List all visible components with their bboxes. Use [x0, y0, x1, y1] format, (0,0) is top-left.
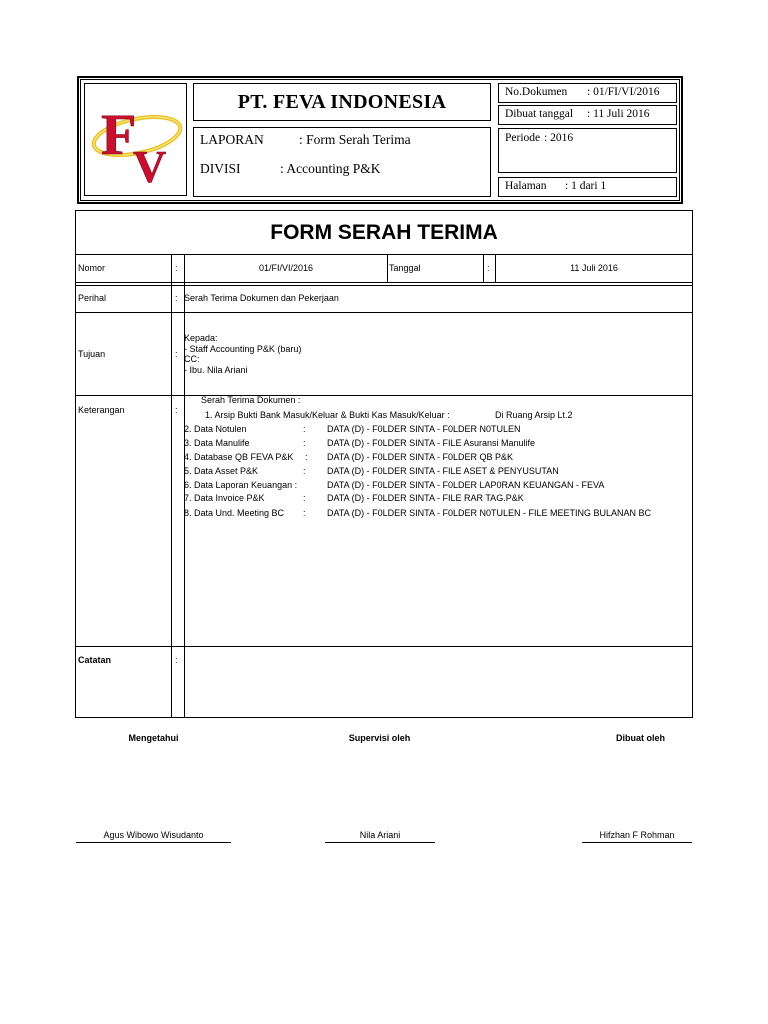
list-item-sep: : — [303, 438, 306, 448]
perihal-label: Perihal — [78, 293, 107, 303]
halaman-label: Halaman — [505, 180, 547, 192]
keterangan-label: Keterangan — [78, 405, 125, 415]
keterangan-heading: Serah Terima Dokumen : — [201, 395, 301, 405]
tujuan-label: Tujuan — [78, 349, 106, 359]
list-item-sep: : — [305, 452, 308, 462]
list-item-1-location: Di Ruang Arsip Lt.2 — [495, 410, 573, 420]
laporan-value: : Form Serah Terima — [299, 132, 411, 147]
nomor-value: 01/FI/VI/2016 — [258, 263, 314, 273]
nomor-colon: : — [175, 263, 178, 273]
catatan-label: Catatan — [78, 655, 112, 665]
list-item-sep: : — [303, 508, 306, 518]
list-item-name: 8. Data Und. Meeting BC — [184, 508, 285, 518]
list-item-name: 7. Data Invoice P&K — [184, 493, 265, 503]
tujuan-line: Kepada: — [184, 333, 218, 343]
halaman-value: : 1 dari 1 — [565, 180, 607, 192]
tujuan-line: - Staff Accounting P&K (baru) — [184, 343, 302, 354]
list-item-name: 2. Data Notulen — [184, 424, 247, 434]
no-dokumen-value: : 01/FI/VI/2016 — [587, 86, 660, 98]
list-item-name: 5. Data Asset P&K — [184, 466, 259, 476]
periode-value: : 2016 — [544, 132, 574, 144]
company-logo — [84, 83, 187, 196]
dibuat-oleh-heading: Dibuat oleh — [616, 733, 665, 743]
form-title: FORM SERAH TERIMA — [270, 221, 498, 244]
mengetahui-heading: Mengetahui — [128, 733, 179, 743]
form-table — [75, 210, 693, 718]
tujuan-recipients — [184, 333, 301, 375]
catatan-colon: : — [175, 655, 178, 665]
list-item-1: 1. Arsip Bukti Bank Masuk/Keluar & Bukti Kas Masuk/Keluar : — [205, 410, 450, 420]
list-item-value: DATA (D) - F0LDER SINTA - FILE Asuransi Manulife — [327, 438, 536, 448]
tanggal-colon-left-line — [483, 254, 484, 282]
tujuan-line: CC: — [184, 354, 200, 364]
divisi-label: DIVISI — [200, 161, 241, 176]
label-column-line — [171, 254, 172, 717]
list-item-sep: : — [303, 466, 306, 476]
row-divider-keterangan — [76, 646, 692, 647]
periode-label: Periode — [505, 132, 541, 144]
list-item-value: DATA (D) - F0LDER SINTA - F0LDER N0TULEN — [327, 424, 521, 434]
row-divider-perihal — [76, 312, 692, 313]
perihal-colon: : — [175, 293, 178, 303]
fv-logo-icon — [85, 84, 187, 196]
perihal-value: Serah Terima Dokumen dan Pekerjaan — [184, 293, 339, 303]
signer-name-1: Agus Wibowo Wisudanto — [103, 830, 204, 840]
signature-line-2 — [325, 842, 435, 843]
tujuan-line: - Ibu. Nila Ariani — [184, 364, 248, 375]
title-divider — [76, 254, 692, 255]
nomor-label: Nomor — [78, 263, 106, 273]
logo-letter-f: F — [101, 102, 137, 167]
list-item-value: DATA (D) - F0LDER SINTA - F0LDER QB P&K — [327, 452, 514, 462]
dibuat-tanggal-label: Dibuat tanggal — [505, 108, 574, 120]
list-item-value: DATA (D) - F0LDER SINTA - FILE RAR TAG.P&K — [327, 493, 524, 503]
logo-letter-v: V — [133, 141, 167, 192]
row-divider-perihal-top — [76, 285, 692, 286]
list-item-name: 4. Database QB FEVA P&K — [184, 452, 294, 462]
laporan-label: LAPORAN — [200, 132, 264, 147]
tanggal-left-line — [387, 254, 388, 282]
tanggal-value: 11 Juli 2016 — [570, 263, 618, 273]
tujuan-colon: : — [175, 349, 178, 359]
company-name: PT. FEVA INDONESIA — [237, 90, 447, 113]
no-dokumen-label: No.Dokumen — [505, 86, 568, 98]
signer-name-2: Nila Ariani — [359, 830, 401, 840]
signer-name-3: Hifzhan F Rohman — [599, 830, 675, 840]
tanggal-colon: : — [487, 263, 490, 273]
signature-line-1 — [76, 842, 231, 843]
keterangan-colon: : — [175, 405, 178, 415]
dibuat-tanggal-value: : 11 Juli 2016 — [587, 108, 650, 120]
list-item-value: DATA (D) - F0LDER SINTA - F0LDER N0TULEN - FILE MEETING BULANAN BC — [327, 508, 652, 518]
signature-line-3 — [582, 842, 692, 843]
list-item-sep: : — [303, 424, 306, 434]
list-item-sep: : — [303, 493, 306, 503]
tanggal-label: Tanggal — [389, 263, 421, 273]
list-item-value: DATA (D) - F0LDER SINTA - FILE ASET & PENYUSUTAN — [327, 466, 559, 476]
row-divider-nomor — [76, 282, 692, 283]
list-item-value: DATA (D) - F0LDER SINTA - F0LDER LAP0RAN KEUANGAN - FEVA — [327, 480, 605, 490]
row-divider-tujuan — [76, 395, 692, 396]
list-item-name: 3. Data Manulife — [184, 438, 250, 448]
divisi-value: : Accounting P&K — [280, 161, 381, 176]
list-item-name: 6. Data Laporan Keuangan : — [184, 480, 298, 490]
supervisi-heading: Supervisi oleh — [348, 733, 411, 743]
